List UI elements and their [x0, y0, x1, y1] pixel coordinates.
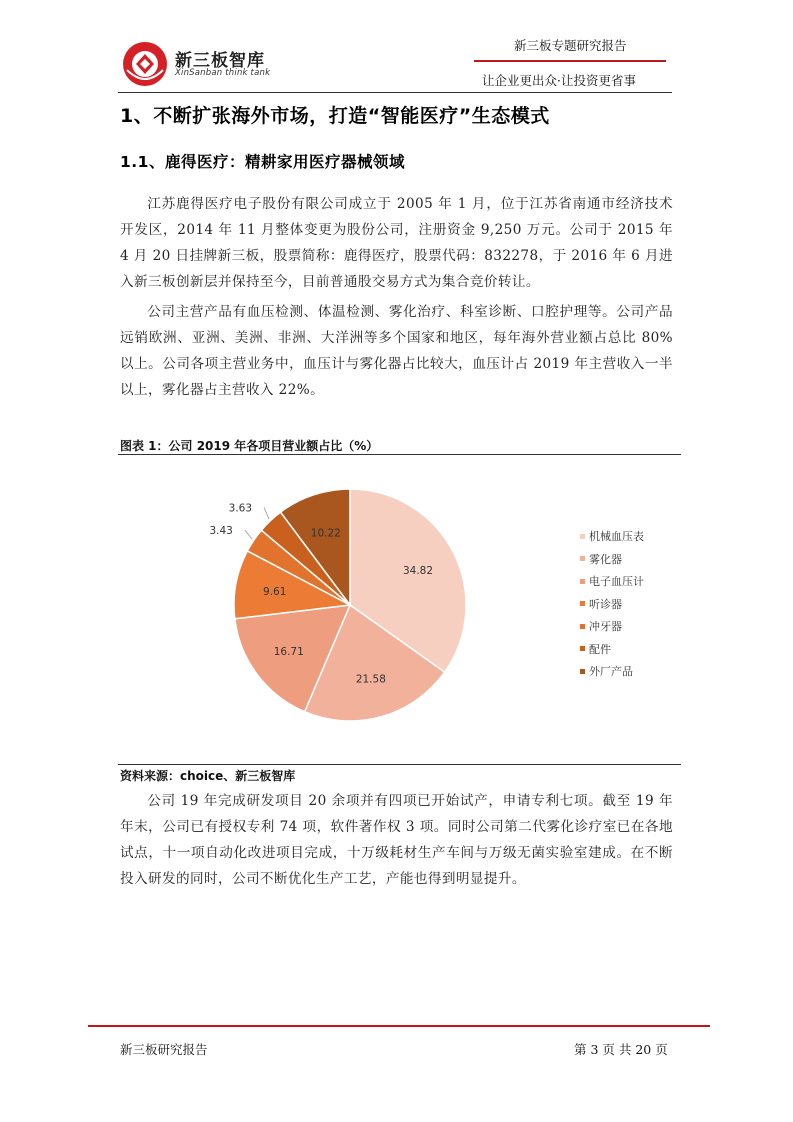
legend-item-1: [580, 525, 644, 548]
body-text-bottom: [120, 788, 673, 892]
legend-item-6: [580, 638, 644, 661]
data-label-3: 16.71: [273, 645, 304, 658]
slogan: 让企业更出众·让投资更省事: [482, 73, 636, 88]
header-rule-red: [474, 60, 666, 62]
legend-swatch-3: [580, 579, 585, 584]
legend-label-3: 电子血压计: [589, 575, 644, 589]
logo-text-en: XinSanban think tank: [175, 68, 271, 78]
paragraph-main-products: 公司主营产品有血压检测、体温检测、雾化治疗、科室诊断、口腔护理等。公司产品远销欧洲、亚洲、美洲、非洲、大洋洲等多个国家和地区，每年海外营业额占总比 80%以上。公司各项主营业务中，血压计与雾化器占比较大，血压计占 2019 年主营收入一半以上，雾化器占主营收入 22%。: [120, 304, 673, 398]
data-label-4: 9.61: [263, 586, 287, 599]
leader-line-5: [245, 530, 252, 539]
legend-swatch-6: [580, 646, 585, 651]
legend-swatch-2: [580, 556, 585, 561]
chart-legend: [580, 525, 644, 683]
paragraph-rnd: 公司 19 年完成研发项目 20 余项并有四项已开始试产，申请专利七项。截至 19 年年末，公司已有授权专利 74 项，软件著作权 3 项。同时公司第二代雾化诊疗室已在各地试点，十一项自动化改进项目完成，十万级耗材生产车间与万级无菌实验室建成。在不断投入研发的同时，公司不断优化生产工艺，产能也得到明显提升。: [120, 793, 673, 887]
paragraph-company-intro: 江苏鹿得医疗电子股份有限公司成立于 2005 年 1 月，位于江苏省南通市经济技术开发区，2014 年 11 月整体变更为股份公司，注册资金 9,250 万元。公司于 2015 年 4 月 20 日挂牌新三板，股票简称：鹿得医疗，股票代码：832278，于 2016 年 6 月进入新三板创新层并保持至今，目前普通股交易方式为集合竞价转让。: [120, 196, 673, 290]
report-name: 新三板专题研究报告: [514, 38, 627, 53]
data-label-7: 10.22: [310, 527, 341, 540]
figure-bottom-rule: [118, 764, 681, 765]
legend-item-3: [580, 570, 644, 593]
data-label-6: 3.63: [228, 502, 253, 515]
section-heading-1: 1、不断扩张海外市场，打造“智能医疗”生态模式: [120, 105, 550, 127]
legend-swatch-5: [580, 624, 585, 629]
leader-line-6: [264, 508, 269, 520]
page-number: 第 3 页 共 20 页: [574, 1042, 668, 1057]
legend-item-5: [580, 615, 644, 638]
legend-item-2: [580, 548, 644, 571]
legend-swatch-4: [580, 601, 585, 606]
legend-label-1: 机械血压表: [589, 530, 644, 544]
figure-top-rule: [118, 454, 681, 455]
legend-label-7: 外厂产品: [589, 665, 633, 679]
legend-swatch-7: [580, 669, 585, 674]
section-heading-1-1: 1.1、鹿得医疗：精耕家用医疗器械领域: [120, 153, 405, 171]
data-label-1: 34.82: [402, 564, 434, 577]
legend-item-4: [580, 593, 644, 616]
legend-label-2: 雾化器: [589, 552, 622, 566]
figure-title: 图表 1：公司 2019 年各项目营业额占比（%）: [120, 439, 379, 453]
logo-icon: [121, 40, 169, 88]
data-label-2: 21.58: [355, 673, 386, 686]
data-label-5: 3.43: [209, 525, 233, 538]
header-rule-black: [118, 92, 672, 93]
legend-label-6: 配件: [589, 642, 611, 656]
legend-swatch-1: [580, 534, 585, 539]
legend-label-4: 听诊器: [589, 597, 622, 611]
figure-source: 资料来源：choice、新三板智库: [120, 769, 296, 783]
footer-rule: [88, 1025, 710, 1027]
logo-text-cn: 新三板智库: [175, 51, 265, 71]
pie-chart: [200, 470, 490, 740]
footer-left: 新三板研究报告: [120, 1042, 208, 1057]
legend-label-5: 冲牙器: [589, 620, 622, 634]
legend-item-7: [580, 660, 644, 683]
header: [0, 0, 793, 100]
body-text-top: [120, 191, 673, 403]
